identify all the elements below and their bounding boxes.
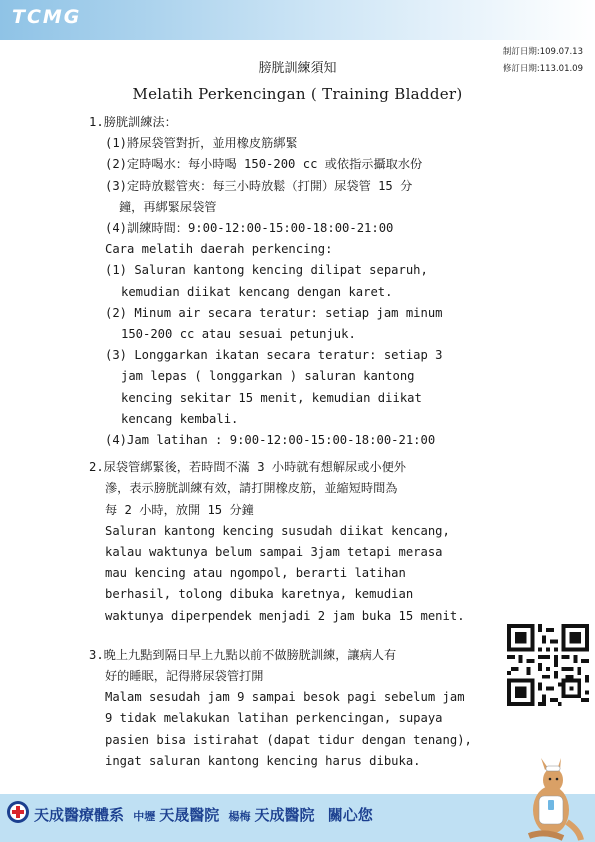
title-chinese: 膀胱訓練須知 xyxy=(258,61,337,76)
title-indonesian: Melatih Perkencingan ( Training Bladder) xyxy=(132,85,463,103)
id-line: Malam sesudah jam 9 sampai besok pagi sebelum jam xyxy=(105,690,465,705)
tcmg-logo: TCMG xyxy=(12,6,82,28)
zh-line: 每 2 小時，放開 15 分鐘 xyxy=(105,502,254,517)
id-item: kencang kembali. xyxy=(121,411,239,426)
id-item: kemudian diikat kencang dengan karet. xyxy=(121,284,393,299)
id-item: (1) Saluran kantong kencing dilipat separuh, xyxy=(105,263,428,278)
id-item: (3) Longgarkan ikatan secara teratur: setiap 3 xyxy=(105,348,443,363)
id-line: ingat saluran kantong kencing harus dibuka. xyxy=(105,753,421,768)
update-date: 修訂日期:113.01.09 xyxy=(502,64,583,74)
org-name: 天成醫療體系 xyxy=(34,806,125,824)
footer-band xyxy=(0,794,595,842)
id-line: kalau waktunya belum sampai 3jam tetapi merasa xyxy=(105,545,443,560)
section-1 xyxy=(89,112,509,451)
id-subheading: Cara melatih daerah perkencing: xyxy=(105,242,333,257)
id-line: pasien bisa istirahat (dapat tidur dengan tenang), xyxy=(105,732,472,747)
section-1-heading: 1.膀胱訓練法： xyxy=(89,115,177,129)
location-zhongli: 中壢 xyxy=(133,810,156,823)
id-item: 150-200 cc atau sesuai petunjuk. xyxy=(121,327,356,342)
hospital-tiansheng: 天晟醫院 xyxy=(159,806,220,824)
section-3 xyxy=(89,645,509,772)
zh-line: 3.晚上九點到隔日早上九點以前不做膀胱訓練，讓病人有 xyxy=(89,647,397,662)
care-slogan: 關心您 xyxy=(327,806,373,824)
zh-item: (3)定時放鬆管夾：每三小時放鬆（打開）尿袋管 15 分 xyxy=(105,178,413,193)
hospital-cross-icon xyxy=(6,800,30,824)
zh-item: (4)訓練時間：9:00-12:00-15:00-18:00-21:00 xyxy=(105,221,394,236)
location-yangmei: 楊梅 xyxy=(228,810,251,823)
kangaroo-nurse-mascot-icon xyxy=(515,756,585,842)
id-item: (2) Minum air secara teratur: setiap jam minum xyxy=(105,305,443,320)
zh-line: 好的睡眠，記得將尿袋管打開 xyxy=(105,669,264,684)
id-line: waktunya diperpendek menjadi 2 jam buka 15 menit. xyxy=(105,608,465,623)
zh-item: (1)將尿袋管對折，並用橡皮筋綁緊 xyxy=(105,136,298,151)
header-band xyxy=(0,0,595,40)
id-line: 9 tidak melakukan latihan perkencingan, supaya xyxy=(105,711,443,726)
zh-line: 2.尿袋管綁緊後，若時間不滿 3 小時就有想解尿或小便外 xyxy=(89,460,406,475)
id-item: kencing sekitar 15 menit, kemudian diikat xyxy=(121,390,422,405)
qr-code[interactable] xyxy=(507,624,589,706)
id-line: berhasil, tolong dibuka karetnya, kemudian xyxy=(105,587,414,602)
section-2 xyxy=(89,457,509,627)
zh-line: 滲，表示膀胱訓練有效，請打開橡皮筋，並縮短時間為 xyxy=(105,481,398,496)
revision-date: 制訂日期:109.07.13 xyxy=(502,47,583,57)
document-body xyxy=(89,112,509,772)
footer-slogan xyxy=(34,804,373,825)
id-item: jam lepas ( longgarkan ) saluran kantong xyxy=(121,369,415,384)
id-line: Saluran kantong kencing susudah diikat kencang, xyxy=(105,523,450,538)
id-item: (4)Jam latihan : 9:00-12:00-15:00-18:00-21:00 xyxy=(105,433,436,448)
zh-item: (2)定時喝水：每小時喝 150-200 cc 或依指示攝取水份 xyxy=(105,157,423,172)
zh-item: 鐘，再綁緊尿袋管 xyxy=(119,199,217,214)
hospital-tiancheng: 天成醫院 xyxy=(254,806,315,824)
id-line: mau kencing atau ngompol, berarti latihan xyxy=(105,566,406,581)
